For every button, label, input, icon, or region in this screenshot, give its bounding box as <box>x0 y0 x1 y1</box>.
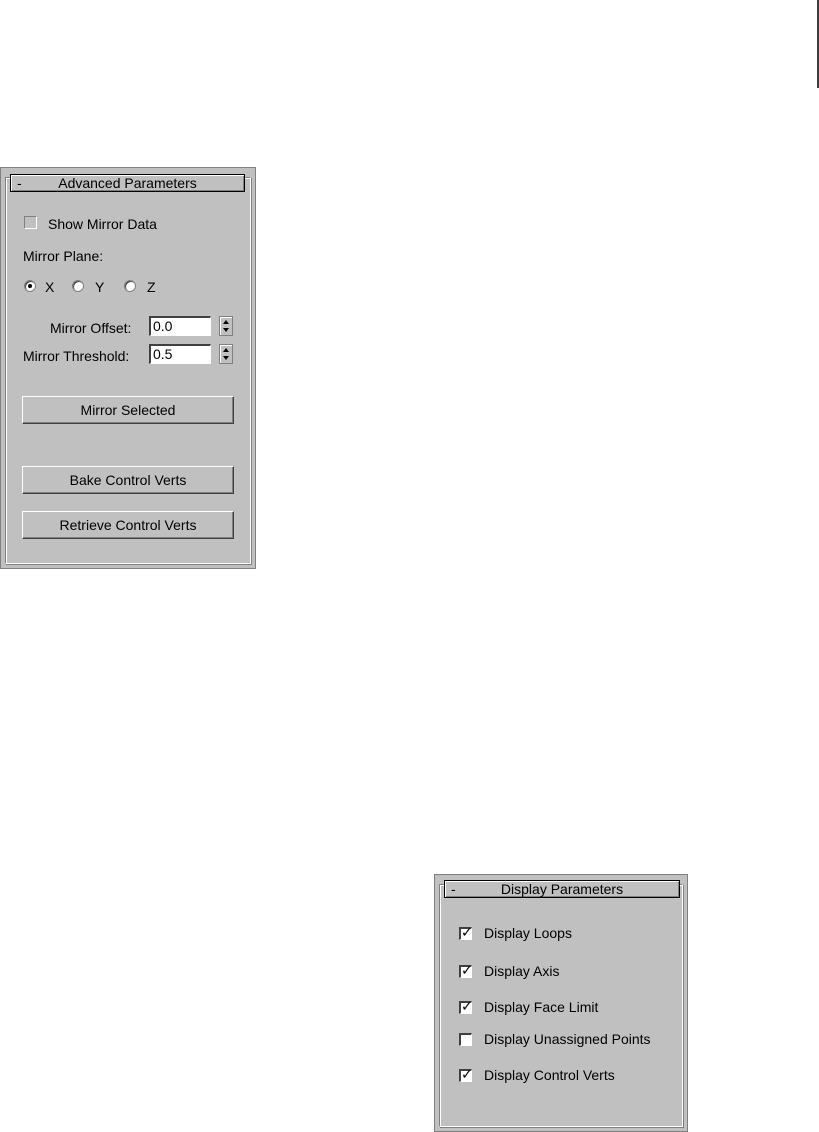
mirror-plane-label: Mirror Plane: <box>23 248 104 264</box>
check-icon: ✓ <box>461 998 473 1014</box>
mirror-selected-button[interactable]: Mirror Selected <box>22 396 234 424</box>
display-option-label: Display Axis <box>484 963 560 979</box>
collapse-icon: - <box>451 881 456 897</box>
mirror-threshold-field[interactable]: 0.5 <box>149 344 211 364</box>
display-option-label: Display Control Verts <box>484 1067 615 1083</box>
mirror-offset-field[interactable]: 0.0 <box>149 316 211 336</box>
advanced-parameters-rollout-header[interactable] <box>10 174 245 192</box>
show-mirror-data-label: Show Mirror Data <box>48 216 157 232</box>
plane-x-label: X <box>45 279 55 295</box>
mirror-threshold-label: Mirror Threshold: <box>23 348 130 364</box>
arrow-down-icon <box>223 328 229 332</box>
bake-control-verts-button[interactable]: Bake Control Verts <box>22 466 234 494</box>
display-option-label: Display Loops <box>484 925 572 941</box>
mirror-threshold-spinner[interactable] <box>219 344 233 364</box>
display-option-label: Display Face Limit <box>484 999 599 1015</box>
plane-z-radio[interactable] <box>124 280 136 292</box>
plane-x-radio[interactable] <box>24 280 36 292</box>
rollout-title: Advanced Parameters <box>58 175 197 191</box>
mirror-offset-label: Mirror Offset: <box>50 320 132 336</box>
arrow-up-icon <box>223 348 229 352</box>
plane-y-radio[interactable] <box>72 280 84 292</box>
show-mirror-data-checkbox[interactable] <box>24 216 37 229</box>
display-parameters-rollout-header[interactable] <box>444 880 680 898</box>
collapse-icon: - <box>17 175 22 191</box>
arrow-down-icon <box>223 356 229 360</box>
retrieve-control-verts-button[interactable]: Retrieve Control Verts <box>22 511 234 539</box>
display-checkbox-2[interactable] <box>459 998 473 1014</box>
check-icon: ✓ <box>461 1066 473 1082</box>
display-option-label: Display Unassigned Points <box>484 1031 651 1047</box>
advanced-parameters-frame <box>5 177 251 564</box>
display-checkbox-0[interactable] <box>459 924 473 940</box>
advanced-parameters-panel <box>0 167 256 569</box>
check-icon: ✓ <box>461 962 473 978</box>
display-checkbox-4[interactable] <box>459 1066 473 1082</box>
display-checkbox-3[interactable] <box>459 1033 472 1046</box>
check-icon: ✓ <box>461 924 473 940</box>
plane-z-label: Z <box>147 279 156 295</box>
plane-y-label: Y <box>95 279 105 295</box>
display-checkbox-1[interactable] <box>459 962 473 978</box>
mirror-offset-spinner[interactable] <box>219 316 233 336</box>
rollout-title: Display Parameters <box>500 881 624 897</box>
arrow-up-icon <box>223 320 229 324</box>
radio-selected-dot-icon <box>28 284 32 288</box>
display-parameters-panel <box>434 874 688 1132</box>
